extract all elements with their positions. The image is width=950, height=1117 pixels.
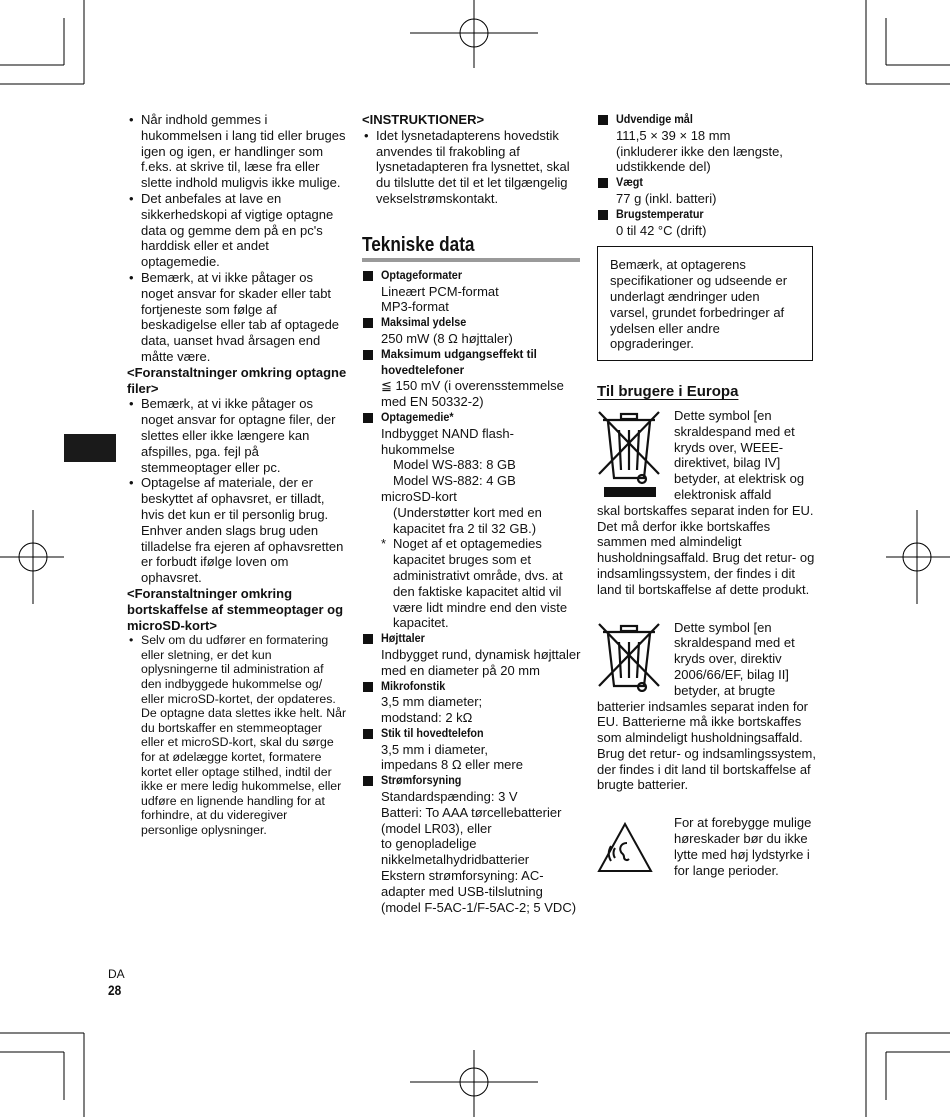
memory-notes-list [127, 112, 347, 365]
square-bullet-icon [363, 271, 373, 281]
chapter-tab [64, 434, 116, 462]
square-bullet-icon [598, 178, 608, 188]
square-bullet-icon [363, 682, 373, 692]
spec-power-supply: Strømforsyning Standardspænding: 3 V Batteri: To AAA tørcellebatterier (model LR03), eller to genopladelige nikkelmetalhydridbatterier Ekstern strømforsyning: AC-adapter med USB-tilslutning (model F-5AC-1/F-5AC-2; 5 VDC) [362, 773, 582, 915]
instructions-list [362, 128, 582, 207]
battery-bin-icon [597, 620, 663, 692]
hearing-warning-icon [597, 821, 653, 875]
spec-formats: Optageformater Lineært PCM-format MP3-format [362, 268, 582, 315]
section-heading: <Foranstaltninger omkring optagne filer> [127, 364, 347, 396]
spec-dimensions: Udvendige mål 111,5 × 39 × 18 mm (inkluderer ikke den længste, udstikkende del) [597, 112, 822, 175]
spec-earphone-jack: Stik til hovedtelefon 3,5 mm i diameter, impedans 8 Ω eller mere [362, 726, 582, 773]
square-bullet-icon [598, 210, 608, 220]
weee-bin-icon [597, 408, 663, 504]
list-item: • Det anbefales at lave en sikkerhedskopi af vigtige optagne data og gemme dem på en pc's harddisk eller et andet optagemedie. [127, 191, 347, 270]
section-heading: <Foranstaltninger omkring bortskaffelse af stemmeoptager og microSD-kort> [127, 585, 344, 633]
footnote: * Noget af et optagemedies kapacitet bruges som et administrativt område, dvs. at den faktiske kapacitet altid vil være lidt mindre end den viste kapacitet. [381, 536, 568, 631]
page-title: Tekniske data [362, 233, 475, 256]
spec-speaker: Højttaler Indbygget rund, dynamisk højttaler med en diameter på 20 mm [362, 631, 582, 678]
disposal-precautions-list [127, 633, 347, 837]
list-item: • Idet lysnetadapterens hovedstik anvendes til frakobling af lysnetadapteren fra lysnettet, skal du tilslutte det til et let tilgængelig vekselstrømskontakt. [362, 128, 582, 207]
hearing-notice: For at forebygge mulige høreskader bør du ikke lytte med høj lydstyrke i for lange perioder. [597, 815, 822, 878]
eu-heading: Til brugere i Europa [597, 383, 739, 401]
column-right [597, 112, 822, 878]
page-number: 28 [108, 982, 122, 998]
spec-weight: Vægt 77 g (inkl. batteri) [597, 175, 822, 207]
spec-power: Maksimal ydelse 250 mW (8 Ω højttaler) [362, 315, 582, 347]
weee-notice: Dette symbol [en skraldespand med et kryds over, WEEE-direktivet, bilag IV] betyder, at elektrisk og elektronisk affald skal bortskaffes separat inden for EU. Det må derfor ikke bortskaffes sammen med almindeligt husholdningsaffald. Brug det retur- og indsamlingssystem, der findes i dit land til bortskaffelse af dette produkt. [597, 407, 815, 597]
title-rule [362, 258, 580, 262]
square-bullet-icon [363, 350, 373, 360]
square-bullet-icon [363, 318, 373, 328]
list-item: • Bemærk, at vi ikke påtager os noget ansvar for optagne filer, der slettes eller ikke længere kan afspilles, pga. fejl på stemmeoptager eller pc. [127, 396, 347, 475]
battery-notice: Dette symbol [en skraldespand med et kryds over, direktiv 2006/66/EF, bilag II] betyder, at brugte batterier indsamles separat inden for EU. Batterierne må ikke bortskaffes som almindeligt husholdningsaffald. Brug det retur- og indsamlingssystem, der findes i dit land til bortskaffelse af brugte batterier. [597, 619, 816, 793]
notice-box: Bemærk, at optagerens specifikationer og udseende er underlagt ændringer uden varsel, grundet forbedringer af ydelsen eller andre opgraderinger. [597, 246, 813, 361]
list-item: • Optagelse af materiale, der er beskyttet af ophavsret, er tilladt, hvis det kun er til personlig brug. Enhver anden slags brug uden tilladelse fra ejeren af ophavsretten er forbudt ifølge loven om ophavsret. [127, 475, 347, 586]
spec-temperature: Brugstemperatur 0 til 42 °C (drift) [597, 207, 822, 239]
square-bullet-icon [363, 634, 373, 644]
list-item: • Når indhold gemmes i hukommelsen i lang tid eller bruges igen og igen, er handlinger som f.eks. at skrive til, læse fra eller slette indhold muligvis ikke mulige. [127, 112, 347, 191]
spec-headphone-output: Maksimum udgangseffekt til hovedtelefoner ≦ 150 mV (i overensstemmelse med EN 50332-2) [362, 347, 582, 410]
column-middle [362, 112, 582, 915]
square-bullet-icon [363, 776, 373, 786]
square-bullet-icon [598, 115, 608, 125]
list-item: • Selv om du udfører en formatering eller sletning, er det kun oplysningerne til administration af den indbyggede hukommelse og/ eller microSD-kortet, der opdateres. De optagne data slettes ikke helt. Når du bortskaffer en stemmeoptager eller et microSD-kort, skal du sørge for at ødelægge kortet, formatere kortet eller optage stilhed, indtil der ikke er mere ledig hukommelse, eller udføre en lignende handling for at forhindre, at du videregiver personlige oplysninger. [127, 633, 347, 837]
page-folio [108, 966, 125, 998]
square-bullet-icon [363, 729, 373, 739]
square-bullet-icon [363, 413, 373, 423]
list-item: • Bemærk, at vi ikke påtager os noget ansvar for skader eller tabt fortjeneste som følge af beskadigelse eller tab af optagede data, uanset hvad årsagen end måtte være. [127, 270, 347, 365]
spec-mic-jack: Mikrofonstik 3,5 mm diameter; modstand: 2 kΩ [362, 679, 582, 726]
spec-media: Optagemedie* Indbygget NAND flash-hukommelse Model WS-883: 8 GB Model WS-882: 4 GB microSD-kort (Understøtter kort med en kapacitet fra 2 til 32 GB.) * Noget af et optagemedies kapacitet bruges som et administrativt område, dvs. at den faktiske kapacitet altid vil være lidt mindre end den viste kapacitet. [362, 410, 582, 631]
language-code: DA [108, 967, 125, 981]
column-left [127, 112, 347, 838]
instructions-heading: <INSTRUKTIONER> [362, 112, 485, 127]
file-precautions-list [127, 396, 347, 586]
